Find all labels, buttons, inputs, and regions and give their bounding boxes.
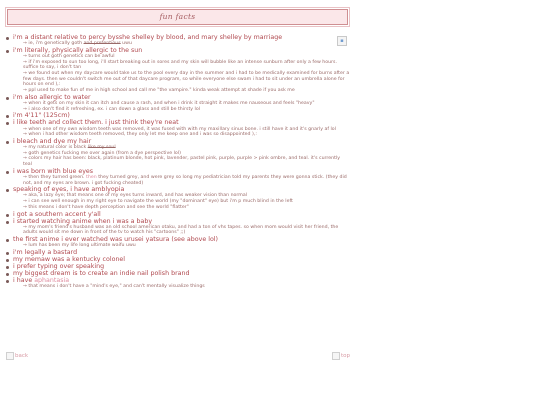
fact-text bbox=[13, 256, 350, 263]
fact-label: i have bbox=[13, 277, 35, 285]
facts-list bbox=[5, 34, 350, 290]
back-label: back bbox=[15, 353, 29, 359]
fact-item bbox=[5, 270, 350, 277]
fact-item bbox=[5, 168, 350, 187]
fact-label: i'm a distant relative to percy bysshe shelley by blood, and mary shelley by marriage bbox=[13, 34, 283, 41]
detail-text: aka, a lazy eye; that means one of my eyes turns inward, and has weaker vision than normal bbox=[28, 193, 247, 199]
fact-label: i got a southern accent y'all bbox=[13, 210, 101, 218]
fact-label: my biggest dream is to create an indie nail polish brand bbox=[13, 270, 190, 278]
footer-nav bbox=[6, 352, 350, 362]
fact-item bbox=[5, 211, 350, 218]
highlight-text: then bbox=[86, 174, 97, 180]
fact-item bbox=[5, 34, 350, 47]
fact-item bbox=[5, 263, 350, 270]
detail-text: ie, i'm genetically goth bbox=[28, 41, 84, 47]
page-content bbox=[5, 9, 350, 290]
detail-text: then they turned green. bbox=[28, 174, 87, 180]
fact-text bbox=[13, 211, 350, 218]
fact-item bbox=[5, 112, 350, 119]
fact-detail bbox=[13, 71, 350, 88]
fact-item bbox=[5, 119, 350, 138]
detail-text: turns out goth genetics can be awful bbox=[28, 53, 115, 59]
fact-text bbox=[13, 112, 350, 119]
fact-label: my memaw was a kentucky colonel bbox=[13, 256, 126, 263]
detail-text: this means i don't have depth perception and see the world "flatter" bbox=[28, 204, 189, 210]
fact-text bbox=[13, 94, 350, 101]
broken-image-icon bbox=[332, 352, 340, 360]
fact-detail bbox=[13, 225, 350, 236]
struck-text: like my soul bbox=[87, 145, 116, 150]
fact-label: i was born with blue eyes bbox=[13, 167, 94, 175]
fact-item bbox=[5, 186, 350, 210]
fact-label: i'm literally, physically allergic to the sun bbox=[13, 46, 143, 54]
fact-text bbox=[13, 138, 350, 145]
fact-item bbox=[5, 94, 350, 113]
detail-text: my natural color is black bbox=[28, 145, 88, 150]
fact-label: i prefer typing over speaking bbox=[13, 263, 105, 271]
detail-text: we found out when my daycare would take us to the pool every day in the summer and i had to be medically examined for burns after a few days. then we couldn't switch me out of that daycare program, so while everyone else swam i had to sit under an umbrella alone for hours on end ),: bbox=[23, 71, 350, 88]
fact-detail bbox=[13, 156, 350, 167]
detail-text: when i had other wisdom teeth removed, they only let me keep one and i was so disappointed ),: bbox=[28, 132, 257, 138]
struck-text: and pretentious bbox=[83, 41, 121, 47]
detail-text: colors my hair has been: black, platinum blonde, hot pink, lavender, pastel pink, purple, purple > pink ombre, and teal. it's currently teal bbox=[23, 156, 340, 168]
fact-text bbox=[13, 47, 350, 54]
detail-text: when it gets on my skin it can itch and cause a rash, and when i drink it straight it makes me nauseous and feels "heavy" bbox=[28, 100, 315, 106]
fact-text bbox=[13, 270, 350, 277]
fact-label: i started watching anime when i was a baby bbox=[13, 217, 153, 225]
fact-detail bbox=[13, 284, 350, 290]
fact-label: i'm also allergic to water bbox=[13, 93, 91, 101]
broken-image-icon bbox=[6, 352, 14, 360]
back-link[interactable] bbox=[6, 352, 28, 360]
broken-image-icon: ▪ bbox=[337, 36, 347, 46]
fact-item bbox=[5, 256, 350, 263]
fact-item bbox=[5, 138, 350, 168]
fact-label: i bleach and dye my hair bbox=[13, 137, 92, 145]
fact-text bbox=[13, 218, 350, 225]
fact-detail bbox=[13, 175, 350, 186]
fact-item bbox=[5, 277, 350, 290]
fact-text bbox=[13, 263, 350, 270]
fact-label: the first anime i ever watched was urusei yatsura (see above lol) bbox=[13, 236, 219, 244]
detail-text: they turned grey, and were grey so long my pediatrician told my parents they were gonna stick. (they did not, and my eyes are brown. i got fucking cheated) bbox=[23, 174, 347, 186]
fact-item bbox=[5, 236, 350, 249]
detail-text: uwu bbox=[120, 41, 132, 47]
fact-link[interactable]: aphantasia bbox=[34, 277, 70, 285]
detail-text: lum has been my life long ultimate waifu uwu bbox=[28, 243, 136, 249]
fact-detail bbox=[13, 60, 350, 71]
top-link[interactable] bbox=[332, 352, 350, 360]
page-title: fun facts bbox=[7, 9, 348, 25]
fact-item bbox=[5, 218, 350, 237]
fact-label: speaking of eyes, i have amblyopia bbox=[13, 186, 125, 194]
detail-text: when one of my own wisdom teeth was removed, it was fused with with my maxillary sinus bone. i still have it and it's gnarly af lol bbox=[28, 126, 336, 132]
detail-text: if i'm exposed to sun too long, i'll start breaking out in sores and my skin will bubble like an intense sunburn after only a few hours. suffice to say, i don't tan bbox=[23, 59, 337, 71]
fact-item bbox=[5, 249, 350, 256]
fact-label: i'm legally a bastard bbox=[13, 248, 78, 256]
detail-text: ppl used to make fun of me in high school and call me "the vampire." kinda weak attempt at shade if you ask me bbox=[28, 88, 295, 94]
fact-item bbox=[5, 47, 350, 94]
fact-label: i like teeth and collect them. i just think they're neat bbox=[13, 119, 179, 127]
top-label: top bbox=[340, 353, 350, 359]
detail-text: i also don't find it refreshing, ex. i can down a glass and still be thirsty lol bbox=[28, 106, 201, 112]
fact-text bbox=[13, 249, 350, 256]
fact-label: i'm 4'11" (125cm) bbox=[13, 112, 70, 120]
detail-text: i can see well enough in my right eye to navigate the world (my "dominant" eye) but i'm p much blind in the left bbox=[28, 199, 293, 205]
fact-text bbox=[13, 168, 350, 175]
detail-text: goth genetics fucking me over again (from a dye perspective lol) bbox=[28, 150, 181, 156]
detail-text: my mom's friend's husband was an old school american otaku, and had a ton of vhs tapes. so when mom would visit her friend, the adults would sit me down in front of the tv to watch his "cartoons" ;;) bbox=[23, 224, 339, 236]
fact-text bbox=[13, 119, 350, 126]
detail-text: that means i don't have a "mind's eye," and can't mentally visualize things bbox=[28, 284, 205, 290]
